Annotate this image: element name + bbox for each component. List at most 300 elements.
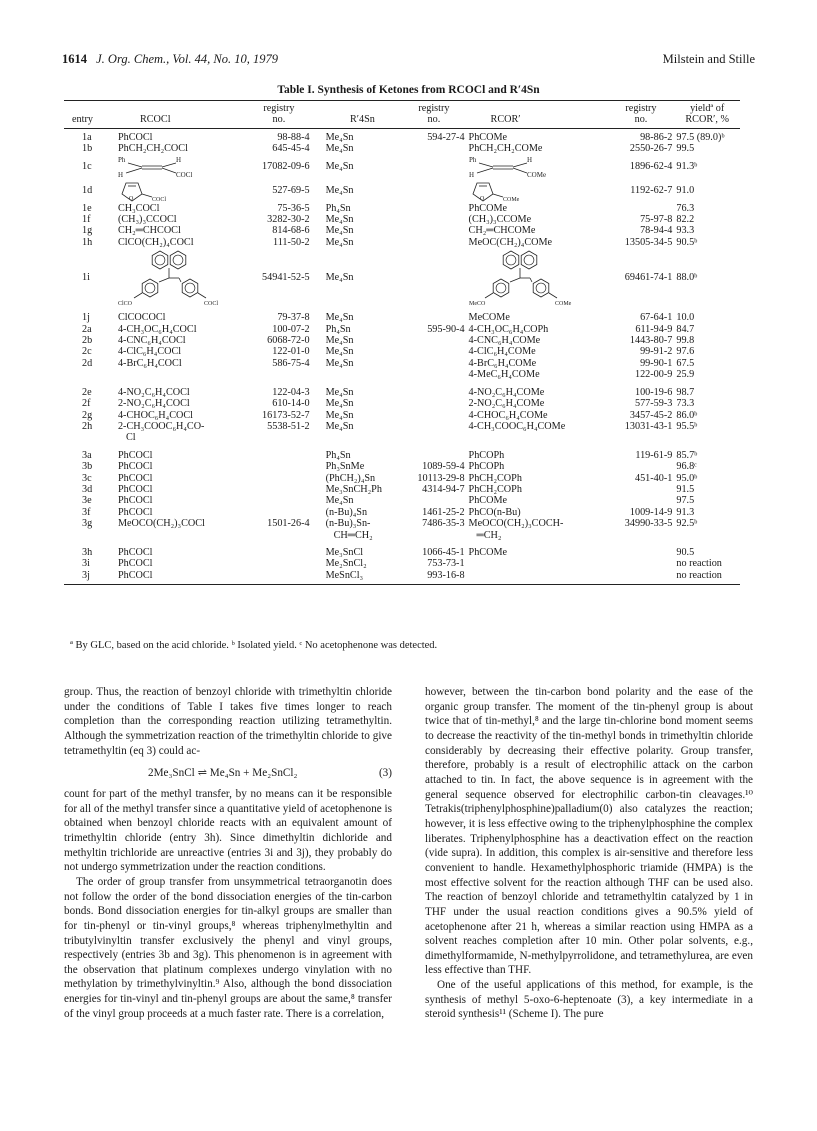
cell-text: 451-40-1 (634, 472, 673, 484)
cell-text: 4-CH₃OC₆H₄COCl (117, 323, 197, 335)
cell-text: Ph₃SnMe (325, 461, 365, 473)
cell-text: 122-01-0 (272, 346, 310, 358)
cell-entry (64, 558, 116, 569)
cell-yield (674, 214, 740, 225)
cell-rcocl (116, 444, 246, 461)
cell-rcocl (116, 128, 246, 143)
column-header-top (467, 101, 608, 115)
cell-text: no reaction (676, 569, 722, 581)
cell-text: 611-94-9 (635, 323, 673, 335)
cell-rcor (467, 306, 608, 323)
table-row (64, 203, 740, 214)
cell-reg2 (401, 518, 466, 541)
cell-text: 594-27-4 (427, 131, 465, 143)
cell-text: 2550-26-7 (629, 143, 673, 155)
cell-text: 3g (82, 518, 93, 530)
cell-rcocl (116, 324, 246, 335)
cell-yield (674, 237, 740, 248)
cell-text: Me₄Sn (325, 184, 354, 196)
cell-text: CH₂═CHCOMe (468, 225, 536, 237)
cell-reg1 (246, 237, 311, 248)
cell-reg3 (608, 495, 675, 506)
structure-label: H (175, 155, 182, 164)
cell-text: (CH₃)₃CCOCl (117, 214, 177, 226)
cell-r4sn (312, 128, 402, 143)
cell-text: PhCOCl (117, 495, 153, 507)
cell-rcocl (116, 558, 246, 569)
cell-reg3 (608, 306, 675, 323)
cell-reg1 (246, 410, 311, 421)
cell-reg2 (401, 398, 466, 409)
cell-yield (674, 381, 740, 398)
cell-yield (674, 507, 740, 518)
cell-entry (64, 306, 116, 323)
cell-reg1 (246, 473, 311, 484)
cell-text: 1009-14-9 (629, 506, 673, 518)
alkene-structure (469, 155, 559, 179)
cell-reg2 (401, 143, 466, 154)
cell-reg3 (608, 203, 675, 214)
cell-rcor (467, 248, 608, 306)
table-body (64, 128, 740, 584)
cell-rcocl (116, 507, 246, 518)
cell-entry (64, 248, 116, 306)
furan-structure (118, 179, 188, 203)
equation-number: (3) (378, 767, 392, 780)
cell-r4sn (312, 248, 402, 306)
cell-text: 527-69-5 (272, 184, 310, 196)
cell-entry (64, 324, 116, 335)
cell-reg2 (401, 179, 466, 203)
cell-text: 4-BrC₆H₄COCl (117, 357, 182, 369)
column-header-top (312, 101, 402, 115)
cell-text: 100-07-2 (272, 323, 310, 335)
cell-reg3 (608, 398, 675, 409)
cell-rcor (467, 570, 608, 585)
table-header-row-top (64, 101, 740, 115)
cell-text: 3a (82, 449, 92, 461)
cell-text: 4-CNC₆H₄COCl (117, 335, 186, 347)
column-header: entry (64, 114, 116, 128)
cell-reg3 (608, 143, 675, 154)
cell-reg3 (608, 444, 675, 461)
cell-r4sn (312, 214, 402, 225)
cell-text: 97.5 (89.0)ᵇ (676, 131, 725, 143)
cell-yield (674, 346, 740, 357)
cell-yield (674, 484, 740, 495)
cell-rcocl (116, 179, 246, 203)
cell-reg2 (401, 369, 466, 380)
structure-label: COCl (203, 301, 218, 307)
cell-reg3 (608, 484, 675, 495)
cell-text: 2f (82, 398, 91, 410)
cell-text: Me₄Sn (325, 131, 354, 143)
cell-reg2 (401, 155, 466, 179)
cell-yield (674, 248, 740, 306)
cell-text: 1f (82, 214, 91, 226)
cell-text: 577-59-3 (634, 398, 673, 410)
cell-rcor (467, 237, 608, 248)
cell-text: 1j (82, 312, 90, 324)
cell-text: CH₃COCl (117, 202, 160, 214)
cell-text: 2-NO₂C₆H₄COCl (117, 398, 190, 410)
cell-rcor (467, 335, 608, 346)
cell-entry (64, 541, 116, 558)
cell-text: 3e (82, 495, 92, 507)
cell-rcocl (116, 203, 246, 214)
cell-reg2 (401, 558, 466, 569)
cell-text: 2d (82, 357, 93, 369)
cell-text: PhCOPh (468, 461, 505, 473)
cell-text: ClCO(CH₂)₄COCl (117, 236, 194, 248)
cell-reg2 (401, 381, 466, 398)
cell-text: 3h (82, 546, 93, 558)
cell-text: PhCOPh (468, 449, 505, 461)
cell-r4sn (312, 203, 402, 214)
cell-reg1 (246, 324, 311, 335)
cell-text: 75-97-8 (640, 214, 673, 226)
cell-text: 4-CNC₆H₄COMe (468, 335, 541, 347)
cell-text: 1c (82, 160, 92, 172)
cell-reg1 (246, 179, 311, 203)
cell-reg1 (246, 369, 311, 380)
cell-text: PhCOMe (468, 546, 508, 558)
cell-r4sn (312, 421, 402, 444)
table-footnote: ª By GLC, based on the acid chloride. ᵇ Isolated yield. ᶜ No acetophenone was detected. (70, 640, 438, 651)
cell-text: Me₄Sn (325, 357, 354, 369)
cell-text: 1i (82, 271, 90, 283)
cell-text: 1896-62-4 (629, 160, 673, 172)
cell-text: MeCOMe (468, 312, 510, 324)
cell-text: (PhCH₂)₄Sn (325, 472, 376, 484)
cell-rcor (467, 381, 608, 398)
cell-text: 99.8 (676, 335, 695, 347)
column-header: R′4Sn (312, 114, 402, 128)
cell-r4sn (312, 237, 402, 248)
cell-r4sn (312, 225, 402, 236)
cell-yield (674, 128, 740, 143)
cell-text: 3d (82, 483, 93, 495)
cell-rcocl (116, 518, 246, 541)
structure-label: H (526, 155, 532, 164)
table-row (64, 225, 740, 236)
cell-text: 2h (82, 420, 93, 432)
cell-text: 97.5 (676, 495, 695, 507)
cell-reg3 (608, 570, 675, 585)
spirobifluorene-structure (118, 248, 228, 306)
table-row (64, 143, 740, 154)
cell-entry (64, 358, 116, 369)
cell-rcocl (116, 155, 246, 179)
cell-r4sn (312, 461, 402, 472)
cell-rcor (467, 346, 608, 357)
cell-entry (64, 507, 116, 518)
cell-rcocl (116, 143, 246, 154)
table-row (64, 495, 740, 506)
cell-text: 645-45-4 (272, 143, 310, 155)
cell-rcor (467, 518, 608, 541)
cell-rcor (467, 128, 608, 143)
cell-text: 3i (82, 558, 90, 570)
cell-reg1 (246, 225, 311, 236)
cell-reg3 (608, 541, 675, 558)
cell-entry (64, 128, 116, 143)
cell-entry (64, 381, 116, 398)
cell-yield (674, 155, 740, 179)
cell-text: Me₄Sn (325, 386, 354, 398)
cell-text: 10113-29-8 (417, 472, 465, 484)
cell-reg1 (246, 558, 311, 569)
structure-label: COMe (526, 170, 546, 179)
cell-yield (674, 421, 740, 444)
cell-text: Me₂SnCl₂ (325, 558, 367, 570)
cell-text: PhCOCl (117, 546, 153, 558)
cell-text-continued: Cl (125, 432, 136, 444)
cell-text: 1b (82, 143, 93, 155)
cell-r4sn (312, 507, 402, 518)
equation-text: 2Me₃SnCl ⇌ Me₄Sn + Me₂SnCl₂ (148, 767, 298, 780)
cell-text: 5538-51-2 (267, 420, 310, 432)
structure-label: MeCO (468, 301, 485, 307)
cell-text: 3f (82, 506, 91, 518)
cell-yield (674, 306, 740, 323)
equation-3 (64, 766, 392, 781)
table-row (64, 128, 740, 143)
cell-text: 814-68-6 (272, 225, 310, 237)
cell-text: 78-94-4 (640, 225, 673, 237)
column-header-top: yieldª of (674, 101, 740, 115)
cell-reg1 (246, 358, 311, 369)
cell-reg2 (401, 421, 466, 444)
cell-reg2 (401, 570, 466, 585)
structure-label: Ph (117, 155, 126, 164)
cell-reg1 (246, 461, 311, 472)
cell-entry (64, 410, 116, 421)
cell-text: 97.6 (676, 346, 695, 358)
cell-reg3 (608, 410, 675, 421)
cell-text: 91.3 (676, 506, 695, 518)
cell-reg2 (401, 541, 466, 558)
page-header (62, 52, 755, 67)
cell-rcocl (116, 381, 246, 398)
cell-yield (674, 541, 740, 558)
cell-text: PhCH₂COPh (468, 472, 522, 484)
cell-text: 67-64-1 (640, 312, 673, 324)
paragraph: however, between the tin-carbon bond polarity and the ease of the organic group transfer. The moment of the tin-phenyl group is about twice that of tin-methyl,⁸ and the large tin-chlorine bond moment seems to decrease the reactivity of the tin-methyl bonds in trimethyltin chloride considerably by decreasing their effective polarity. Group transfer, therefore, probably is a result of electrophilic attack on the carbon attached to tin. In fact, the above sequence is in agreement with the general sequence observed for electrophilic carbon-tin cleavages.¹⁰ Tetrakis(triphenylphosphine)palladium(0) also catalyzes the reaction; however, it is less effective owing to the triphenylphosphine the complex liberates. Triphenylphosphine has a deactivation effect on the reaction (vide supra). In addition, this complex is air-sensitive and therefore less convenient to handle. Hexamethylphosphoric triamide (HMPA) is the most effective solvent for the reaction although THF can be used also. The reaction of benzoyl chloride and tetramethyltin catalyzed by 1 in THF under the usual reaction conditions gives a 90.5% yield of acetophenone after 21 h, whereas a similar reaction using HMPA as a solvent reaches completion after 10 min. Other polar solvents, e.g., dimethylformamide, N-methylpyrrolidone, and tetramethylurea, are even less effective than THF. (425, 686, 753, 977)
cell-entry (64, 473, 116, 484)
table-container (64, 100, 740, 585)
cell-entry (64, 143, 116, 154)
cell-text: 99-91-2 (640, 346, 673, 358)
cell-text: 1066-45-1 (422, 546, 465, 558)
cell-r4sn (312, 369, 402, 380)
cell-text: 95.0ᵇ (676, 472, 698, 484)
cell-text: Me₃SnCH₂Ph (325, 483, 382, 495)
cell-reg2 (401, 444, 466, 461)
cell-yield (674, 461, 740, 472)
cell-reg2 (401, 306, 466, 323)
cell-text: 993-16-8 (427, 569, 465, 581)
cell-text: 54941-52-5 (262, 271, 310, 283)
journal-citation: J. Org. Chem., Vol. 44, No. 10, 1979 (96, 52, 278, 66)
paragraph: The order of group transfer from unsymmetrical tetraorganotin does not follow the order of the bond dissociation energies of the tin-carbon bonds. Bond dissociation energies for tin-alkyl groups are smaller than for tin-phenyl or tin-vinyl groups,⁸ whereas triphenylmethyltin and tributylvinyltin transfer exclusively the phenyl and vinyl groups, respectively (entries 3b and 3g). This phenomenon is in agreement with the observation that platinum complexes undergo vinylation with no methylation by trimethylvinyltin.⁹ Also, although the bond dissociation energies for tin-vinyl and tin-phenyl groups are about the same,⁸ transfer of the vinyl group proceeds at a much faster rate. There is a correlation, (64, 875, 392, 1020)
cell-r4sn (312, 381, 402, 398)
cell-text: 3457-45-2 (629, 409, 673, 421)
cell-text: PhCOCl (117, 569, 153, 581)
cell-text: Me₄Sn (325, 409, 354, 421)
cell-entry (64, 518, 116, 541)
cell-text: 753-73-1 (427, 558, 465, 570)
cell-text: 2-NO₂C₆H₄COMe (468, 398, 545, 410)
cell-reg1 (246, 444, 311, 461)
cell-text: 1g (82, 225, 93, 237)
cell-text: 98-88-4 (277, 131, 310, 143)
cell-r4sn (312, 398, 402, 409)
cell-text: PhCOMe (468, 495, 508, 507)
table-row (64, 179, 740, 203)
cell-reg2 (401, 248, 466, 306)
cell-reg2 (401, 346, 466, 357)
cell-r4sn (312, 484, 402, 495)
cell-text: 16173-52-7 (262, 409, 310, 421)
cell-text: 122-00-9 (634, 369, 673, 381)
structure-label: H (117, 170, 124, 179)
cell-reg3 (608, 558, 675, 569)
cell-text: Me₄Sn (325, 160, 354, 172)
cell-text: 76.3 (676, 202, 695, 214)
cell-reg2 (401, 203, 466, 214)
table-row (64, 248, 740, 306)
furan-structure (469, 179, 539, 203)
cell-reg2 (401, 495, 466, 506)
cell-text: 1443-80-7 (629, 335, 673, 347)
cell-text: (CH₃)₃CCOMe (468, 214, 532, 226)
cell-reg3 (608, 507, 675, 518)
cell-yield (674, 335, 740, 346)
cell-reg1 (246, 155, 311, 179)
table-row (64, 369, 740, 380)
cell-yield (674, 369, 740, 380)
cell-reg3 (608, 461, 675, 472)
cell-text: 93.3 (676, 225, 695, 237)
table-row (64, 518, 740, 541)
cell-rcor (467, 155, 608, 179)
cell-r4sn (312, 410, 402, 421)
column-header: RCOR′ (467, 114, 608, 128)
cell-text: 73.3 (676, 398, 695, 410)
cell-yield (674, 143, 740, 154)
cell-entry (64, 237, 116, 248)
cell-text: PhCO(n-Bu) (468, 506, 521, 518)
cell-text: 6068-72-0 (267, 335, 310, 347)
cell-text: Me₄Sn (325, 143, 354, 155)
cell-entry (64, 179, 116, 203)
cell-reg2 (401, 484, 466, 495)
cell-text: ClCOCOCl (117, 312, 166, 324)
cell-rcocl (116, 225, 246, 236)
cell-text: PhCH₂CH₂COMe (468, 143, 543, 155)
cell-rcor (467, 143, 608, 154)
structure-label: Ph (468, 155, 476, 164)
cell-rcor (467, 324, 608, 335)
cell-r4sn (312, 444, 402, 461)
table-row (64, 398, 740, 409)
cell-text: 1h (82, 236, 93, 248)
cell-yield (674, 570, 740, 585)
cell-reg2 (401, 473, 466, 484)
table-row (64, 444, 740, 461)
cell-text: 25.9 (676, 369, 695, 381)
cell-reg2 (401, 324, 466, 335)
cell-r4sn (312, 324, 402, 335)
cell-reg1 (246, 507, 311, 518)
cell-text: 85.7ᵇ (676, 449, 698, 461)
structure-label: ClCO (117, 301, 132, 307)
table-row (64, 558, 740, 569)
cell-r4sn (312, 143, 402, 154)
cell-text: Me₄Sn (325, 214, 354, 226)
cell-text: 1461-25-2 (422, 506, 465, 518)
table-row (64, 335, 740, 346)
cell-text: MeOCO(CH₂)₃COCl (117, 518, 205, 530)
cell-reg3 (608, 518, 675, 541)
cell-text: 13505-34-5 (624, 236, 673, 248)
cell-reg2 (401, 237, 466, 248)
table-header-row-bottom (64, 114, 740, 128)
cell-rcocl (116, 248, 246, 306)
cell-reg3 (608, 248, 675, 306)
cell-text: 122-04-3 (272, 386, 310, 398)
cell-reg1 (246, 541, 311, 558)
cell-reg3 (608, 369, 675, 380)
table-row (64, 358, 740, 369)
cell-reg3 (608, 324, 675, 335)
cell-text: 69461-74-1 (624, 271, 673, 283)
cell-text: 92.5ᵇ (676, 518, 698, 530)
cell-rcocl (116, 358, 246, 369)
cell-reg3 (608, 381, 675, 398)
cell-text: 3c (82, 472, 92, 484)
cell-entry (64, 214, 116, 225)
cell-r4sn (312, 495, 402, 506)
cell-text: Ph₄Sn (325, 202, 351, 214)
cell-r4sn (312, 179, 402, 203)
cell-reg1 (246, 335, 311, 346)
cell-rcocl (116, 495, 246, 506)
cell-rcocl (116, 484, 246, 495)
cell-text: PhCOCl (117, 461, 153, 473)
table-row (64, 410, 740, 421)
cell-reg2 (401, 128, 466, 143)
cell-text: 4-ClC₆H₄COCl (117, 346, 182, 358)
column-header-top: registry (246, 101, 311, 115)
cell-reg1 (246, 570, 311, 585)
cell-text: 67.5 (676, 357, 695, 369)
page-number: 1614 (62, 52, 87, 66)
cell-rcocl (116, 335, 246, 346)
cell-r4sn (312, 518, 402, 541)
cell-reg3 (608, 214, 675, 225)
cell-text: 1a (82, 131, 92, 143)
table-row (64, 237, 740, 248)
cell-text: PhCOCl (117, 449, 153, 461)
cell-text: PhCOCl (117, 558, 153, 570)
cell-text: 2b (82, 335, 93, 347)
cell-rcocl (116, 473, 246, 484)
cell-text: 4-CHOC₆H₄COCl (117, 409, 193, 421)
cell-entry (64, 155, 116, 179)
cell-rcor (467, 203, 608, 214)
